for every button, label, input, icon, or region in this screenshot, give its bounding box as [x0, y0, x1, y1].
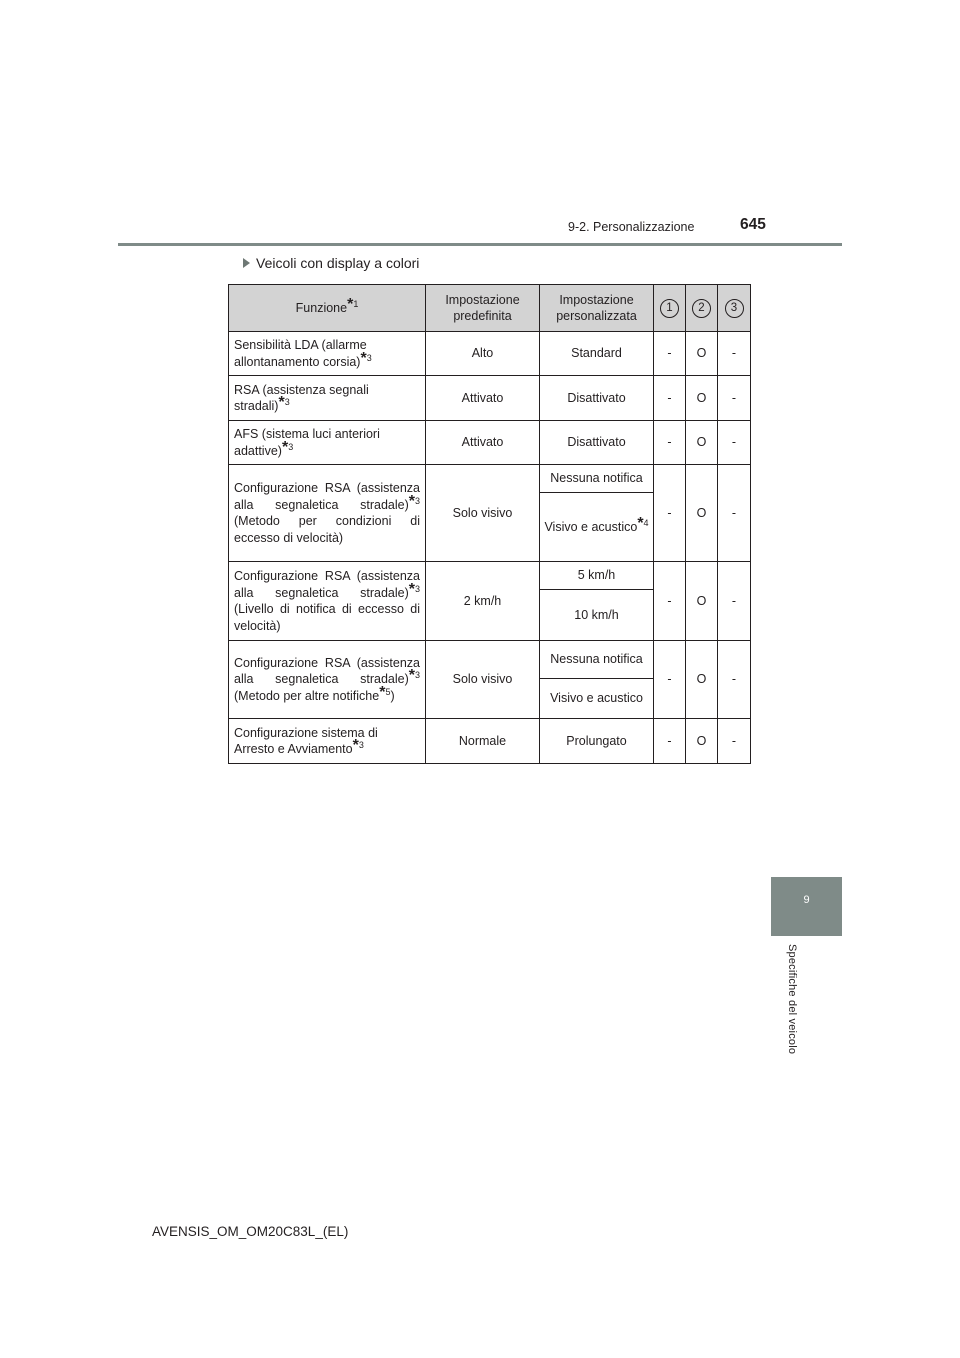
- col1-cell: -: [654, 641, 686, 719]
- default-cell: Solo visivo: [426, 465, 540, 562]
- header-function: Funzione$^{*1}$: [229, 285, 426, 332]
- col1-cell: -: [654, 421, 686, 465]
- header-divider: [118, 243, 842, 246]
- custom-cell: Standard: [540, 332, 654, 376]
- customization-table: [228, 284, 751, 764]
- header-col-3: [718, 285, 751, 332]
- function-cell: RSA (assistenza segnali stradali)$^{*3}$: [229, 376, 426, 421]
- subheading: [243, 255, 419, 271]
- col2-cell: O: [686, 719, 718, 764]
- custom-cell: Visivo e acustico: [540, 679, 654, 719]
- col2-cell: O: [686, 641, 718, 719]
- col3-cell: -: [718, 465, 751, 562]
- section-title: 9-2. Personalizzazione: [568, 220, 695, 234]
- col2-cell: O: [686, 465, 718, 562]
- default-cell: Solo visivo: [426, 641, 540, 719]
- col2-cell: O: [686, 376, 718, 421]
- table-row: [229, 332, 751, 376]
- function-cell: Configurazione sistema di Arresto e Avviamento$^{*3}$: [229, 719, 426, 764]
- header-col-1: [654, 285, 686, 332]
- custom-cell: Nessuna notifica: [540, 641, 654, 679]
- col3-cell: -: [718, 376, 751, 421]
- col3-cell: -: [718, 719, 751, 764]
- custom-cell: 10 km/h: [540, 590, 654, 641]
- footnote-star: *: [347, 295, 354, 313]
- triangle-bullet-icon: [243, 258, 250, 268]
- table-row: [229, 465, 751, 493]
- default-cell: Attivato: [426, 421, 540, 465]
- col3-cell: -: [718, 641, 751, 719]
- chapter-tab: [771, 877, 842, 936]
- default-cell: Attivato: [426, 376, 540, 421]
- col1-cell: -: [654, 465, 686, 562]
- table-row: [229, 562, 751, 590]
- table-row: [229, 376, 751, 421]
- page-number: 645: [740, 216, 766, 233]
- col3-cell: -: [718, 562, 751, 641]
- col1-cell: -: [654, 719, 686, 764]
- default-cell: 2 km/h: [426, 562, 540, 641]
- function-cell: Sensibilità LDA (allarme allontanamento corsia)$^{*3}$: [229, 332, 426, 376]
- custom-cell: Disattivato: [540, 421, 654, 465]
- header-col-2: [686, 285, 718, 332]
- custom-cell: Prolungato: [540, 719, 654, 764]
- table-row: [229, 719, 751, 764]
- table-header-row: [229, 285, 751, 332]
- header-default-setting: Impostazione predefinita: [426, 285, 540, 332]
- default-cell: Normale: [426, 719, 540, 764]
- chapter-label: Specifiche del veicolo: [786, 944, 798, 1055]
- col1-cell: -: [654, 332, 686, 376]
- table-row: [229, 641, 751, 679]
- table-row: [229, 421, 751, 465]
- col2-cell: O: [686, 562, 718, 641]
- custom-cell: Disattivato: [540, 376, 654, 421]
- custom-cell: 5 km/h: [540, 562, 654, 590]
- header-custom-setting: Impostazione personalizzata: [540, 285, 654, 332]
- footer-code: AVENSIS_OM_OM20C83L_(EL): [152, 1224, 349, 1239]
- circled-3-icon: 3: [725, 299, 744, 318]
- function-cell: Configurazione RSA (assistenza alla segnaletica stradale)$^{*3}$ (Metodo per condizioni di eccesso di velocità): [229, 465, 426, 562]
- col1-cell: -: [654, 562, 686, 641]
- circled-2-icon: 2: [692, 299, 711, 318]
- function-cell: Configurazione RSA (assistenza alla segnaletica stradale)$^{*3}$ (Livello di notifica di eccesso di velocità): [229, 562, 426, 641]
- col2-cell: O: [686, 332, 718, 376]
- subheading-text: Veicoli con display a colori: [256, 255, 420, 271]
- circled-1-icon: 1: [660, 299, 679, 318]
- col3-cell: -: [718, 421, 751, 465]
- function-cell: AFS (sistema luci anteriori adattive)$^{*3}$: [229, 421, 426, 465]
- col1-cell: -: [654, 376, 686, 421]
- default-cell: Alto: [426, 332, 540, 376]
- custom-cell: Visivo e acustico$^{*4}$: [540, 493, 654, 562]
- col3-cell: -: [718, 332, 751, 376]
- function-cell: Configurazione RSA (assistenza alla segnaletica stradale)$^{*3}$ (Metodo per altre notifiche$^{*5}$): [229, 641, 426, 719]
- footnote-number: 1: [353, 298, 359, 309]
- custom-cell: Nessuna notifica: [540, 465, 654, 493]
- col2-cell: O: [686, 421, 718, 465]
- chapter-number: 9: [803, 894, 810, 906]
